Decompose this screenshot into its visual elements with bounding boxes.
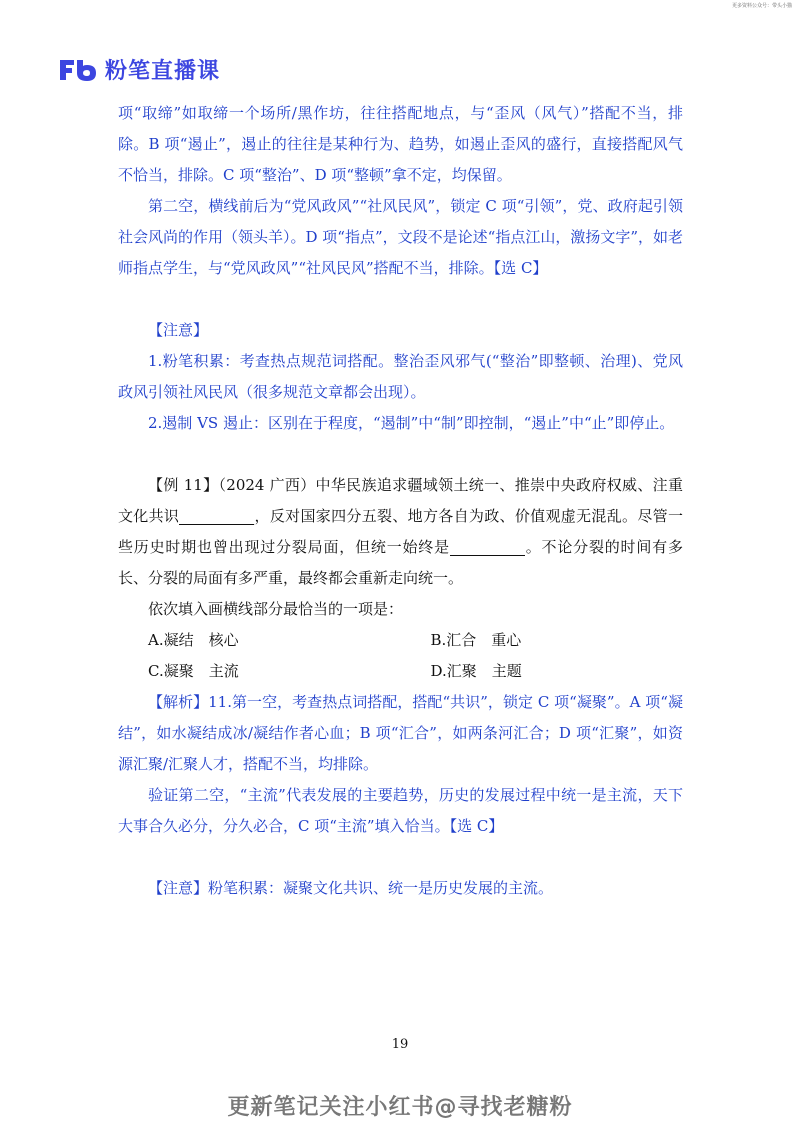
brand-logo: [58, 54, 220, 85]
note-item-2: 2.遏制 VS 遏止：区别在于程度，“遏制”中“制”即控制，“遏止”中“止”即停止。: [148, 414, 675, 432]
solution-verification: 验证第二空，“主流”代表发展的主要趋势，历史的发展过程中统一是主流，天下大事合久必分，分久必合，C 项“主流”填入恰当。【选 C】: [118, 786, 683, 835]
example-text-3: 。不论分裂的时间有多长、分裂的局面有多严重，最终都会重新走向统一。: [118, 538, 683, 587]
brand-name: 粉笔直播课: [105, 59, 221, 84]
note-item-1: 1.粉笔积累：考查热点规范词搭配。整治歪风邪气(“整治”即整顿、治理)、党风政风引领社风民风（很多规范文章都会出现）。: [118, 352, 683, 401]
fenbi-logo-icon: [58, 58, 98, 82]
option-b: B.汇合 重心: [430, 631, 522, 649]
option-d: D.汇聚 主题: [430, 662, 522, 680]
question-prompt: 依次填入画横线部分最恰当的一项是：: [148, 600, 404, 618]
solution-analysis: 【解析】11.第一空，考查热点词搭配，搭配“共识”，锁定 C 项“凝聚”。A 项“凝结”，如水凝结成冰/凝结作者心血；B 项“汇合”，如两条河汇合；D 项“汇聚”，如资源汇聚/汇聚人才，搭配不当，均排除。: [118, 693, 683, 773]
example-text-1: 【例 11】（2024 广西）中华民族追求疆域领土统一、推崇中央政府权威、注重文化共识: [118, 476, 683, 525]
note-heading: 【注意】: [148, 321, 209, 339]
note-2: 【注意】粉笔积累：凝聚文化共识、统一是历史发展的主流。: [148, 879, 554, 897]
page-number: 19: [391, 1037, 409, 1052]
option-c: C.凝聚 主流: [148, 662, 239, 680]
example-text-2: ，反对国家四分五裂、地方各自为政、价值观虚无混乱。尽管一些历史时期也曾出现过分裂局面，但统一始终是: [118, 507, 683, 556]
footer-watermark: 更新笔记关注小红书@寻找老糖粉: [227, 1095, 573, 1120]
corner-note: 更多资料公众号：带头小猫: [731, 3, 792, 9]
option-a: A.凝结 核心: [148, 631, 239, 649]
analysis-continued: 项“取缔”如取缔一个场所/黑作坊，往往搭配地点，与“歪风（风气）”搭配不当，排除。B 项“遏止”，遏止的往往是某种行为、趋势，如遏止歪风的盛行，直接搭配风气不恰当，排除。C 项“整治”、D 项“整顿”拿不定，均保留。: [118, 104, 683, 184]
page-content: [118, 98, 683, 904]
fill-blank-1: ______: [179, 508, 254, 525]
answer-options: [118, 625, 683, 687]
fill-blank-2: ______: [450, 539, 525, 556]
second-blank-analysis: 第二空，横线前后为“党风政风”“社风民风”，锁定 C 项“引领”，党、政府起引领社会风尚的作用（领头羊）。D 项“指点”，文段不是论述“指点江山，激扬文字”，如老师指点学生，与“党风政风”“社风民风”搭配不当，排除。【选 C】: [118, 197, 683, 277]
example-question: [118, 470, 683, 594]
